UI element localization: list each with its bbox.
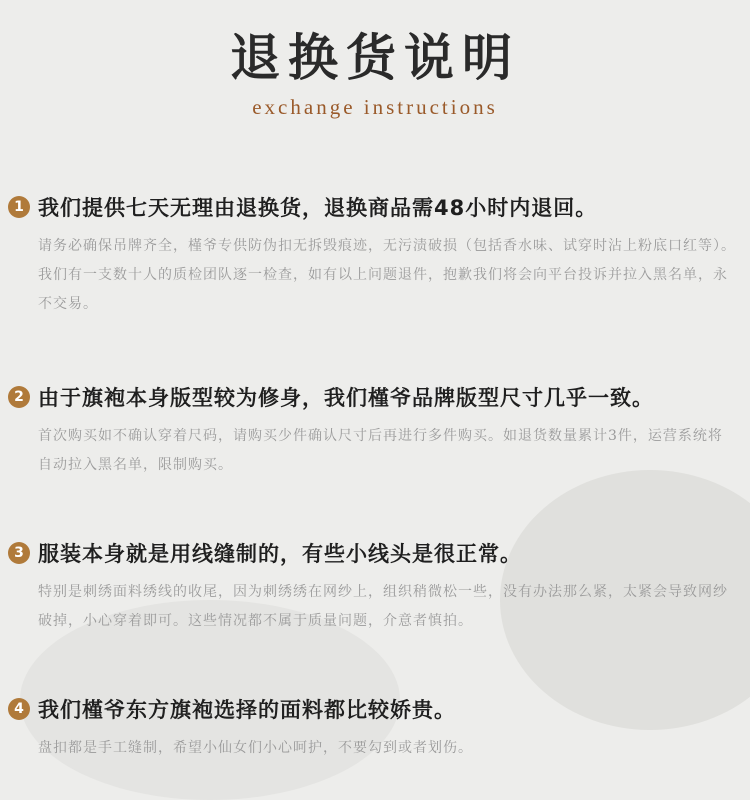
section-number-badge: 2 <box>8 386 30 408</box>
section-4 <box>8 692 744 763</box>
page-title: 退换货说明 <box>230 28 520 87</box>
section-1 <box>8 190 744 319</box>
section-3 <box>8 536 744 636</box>
page-subtitle: exchange instructions <box>252 95 498 119</box>
section-title: 由于旗袍本身版型较为修身，我们槿爷品牌版型尺寸几乎一致。 <box>38 386 654 410</box>
section-title: 服装本身就是用线缝制的，有些小线头是很正常。 <box>38 542 522 566</box>
section-number-badge: 1 <box>8 196 30 218</box>
section-body: 请务必确保吊牌齐全，槿爷专供防伪扣无拆毁痕迹，无污渍破损（包括香水味、试穿时沾上粉底口红等）。我们有一支数十人的质检团队逐一检查，如有以上问题退件，抱歉我们将会向平台投诉并拉入黑名单，永不交易。 <box>38 238 736 312</box>
section-title: 我们槿爷东方旗袍选择的面料都比较娇贵。 <box>38 698 456 722</box>
section-title: 我们提供七天无理由退换货，退换商品需48小时内退回。 <box>38 196 598 220</box>
section-number-badge: 4 <box>8 698 30 720</box>
page-header <box>0 28 750 120</box>
section-body: 特别是刺绣面料绣线的收尾，因为刺绣绣在网纱上，组织稍微松一些，没有办法那么紧，太紧会导致网纱破掉，小心穿着即可。这些情况都不属于质量问题，介意者慎拍。 <box>38 584 728 629</box>
section-number-badge: 3 <box>8 542 30 564</box>
section-body: 盘扣都是手工缝制，希望小仙女们小心呵护，不要勾到或者划伤。 <box>38 740 473 756</box>
section-2 <box>8 380 744 480</box>
section-body: 首次购买如不确认穿着尺码，请购买少件确认尺寸后再进行多件购买。如退货数量累计3件，运营系统将自动拉入黑名单，限制购买。 <box>38 428 723 473</box>
